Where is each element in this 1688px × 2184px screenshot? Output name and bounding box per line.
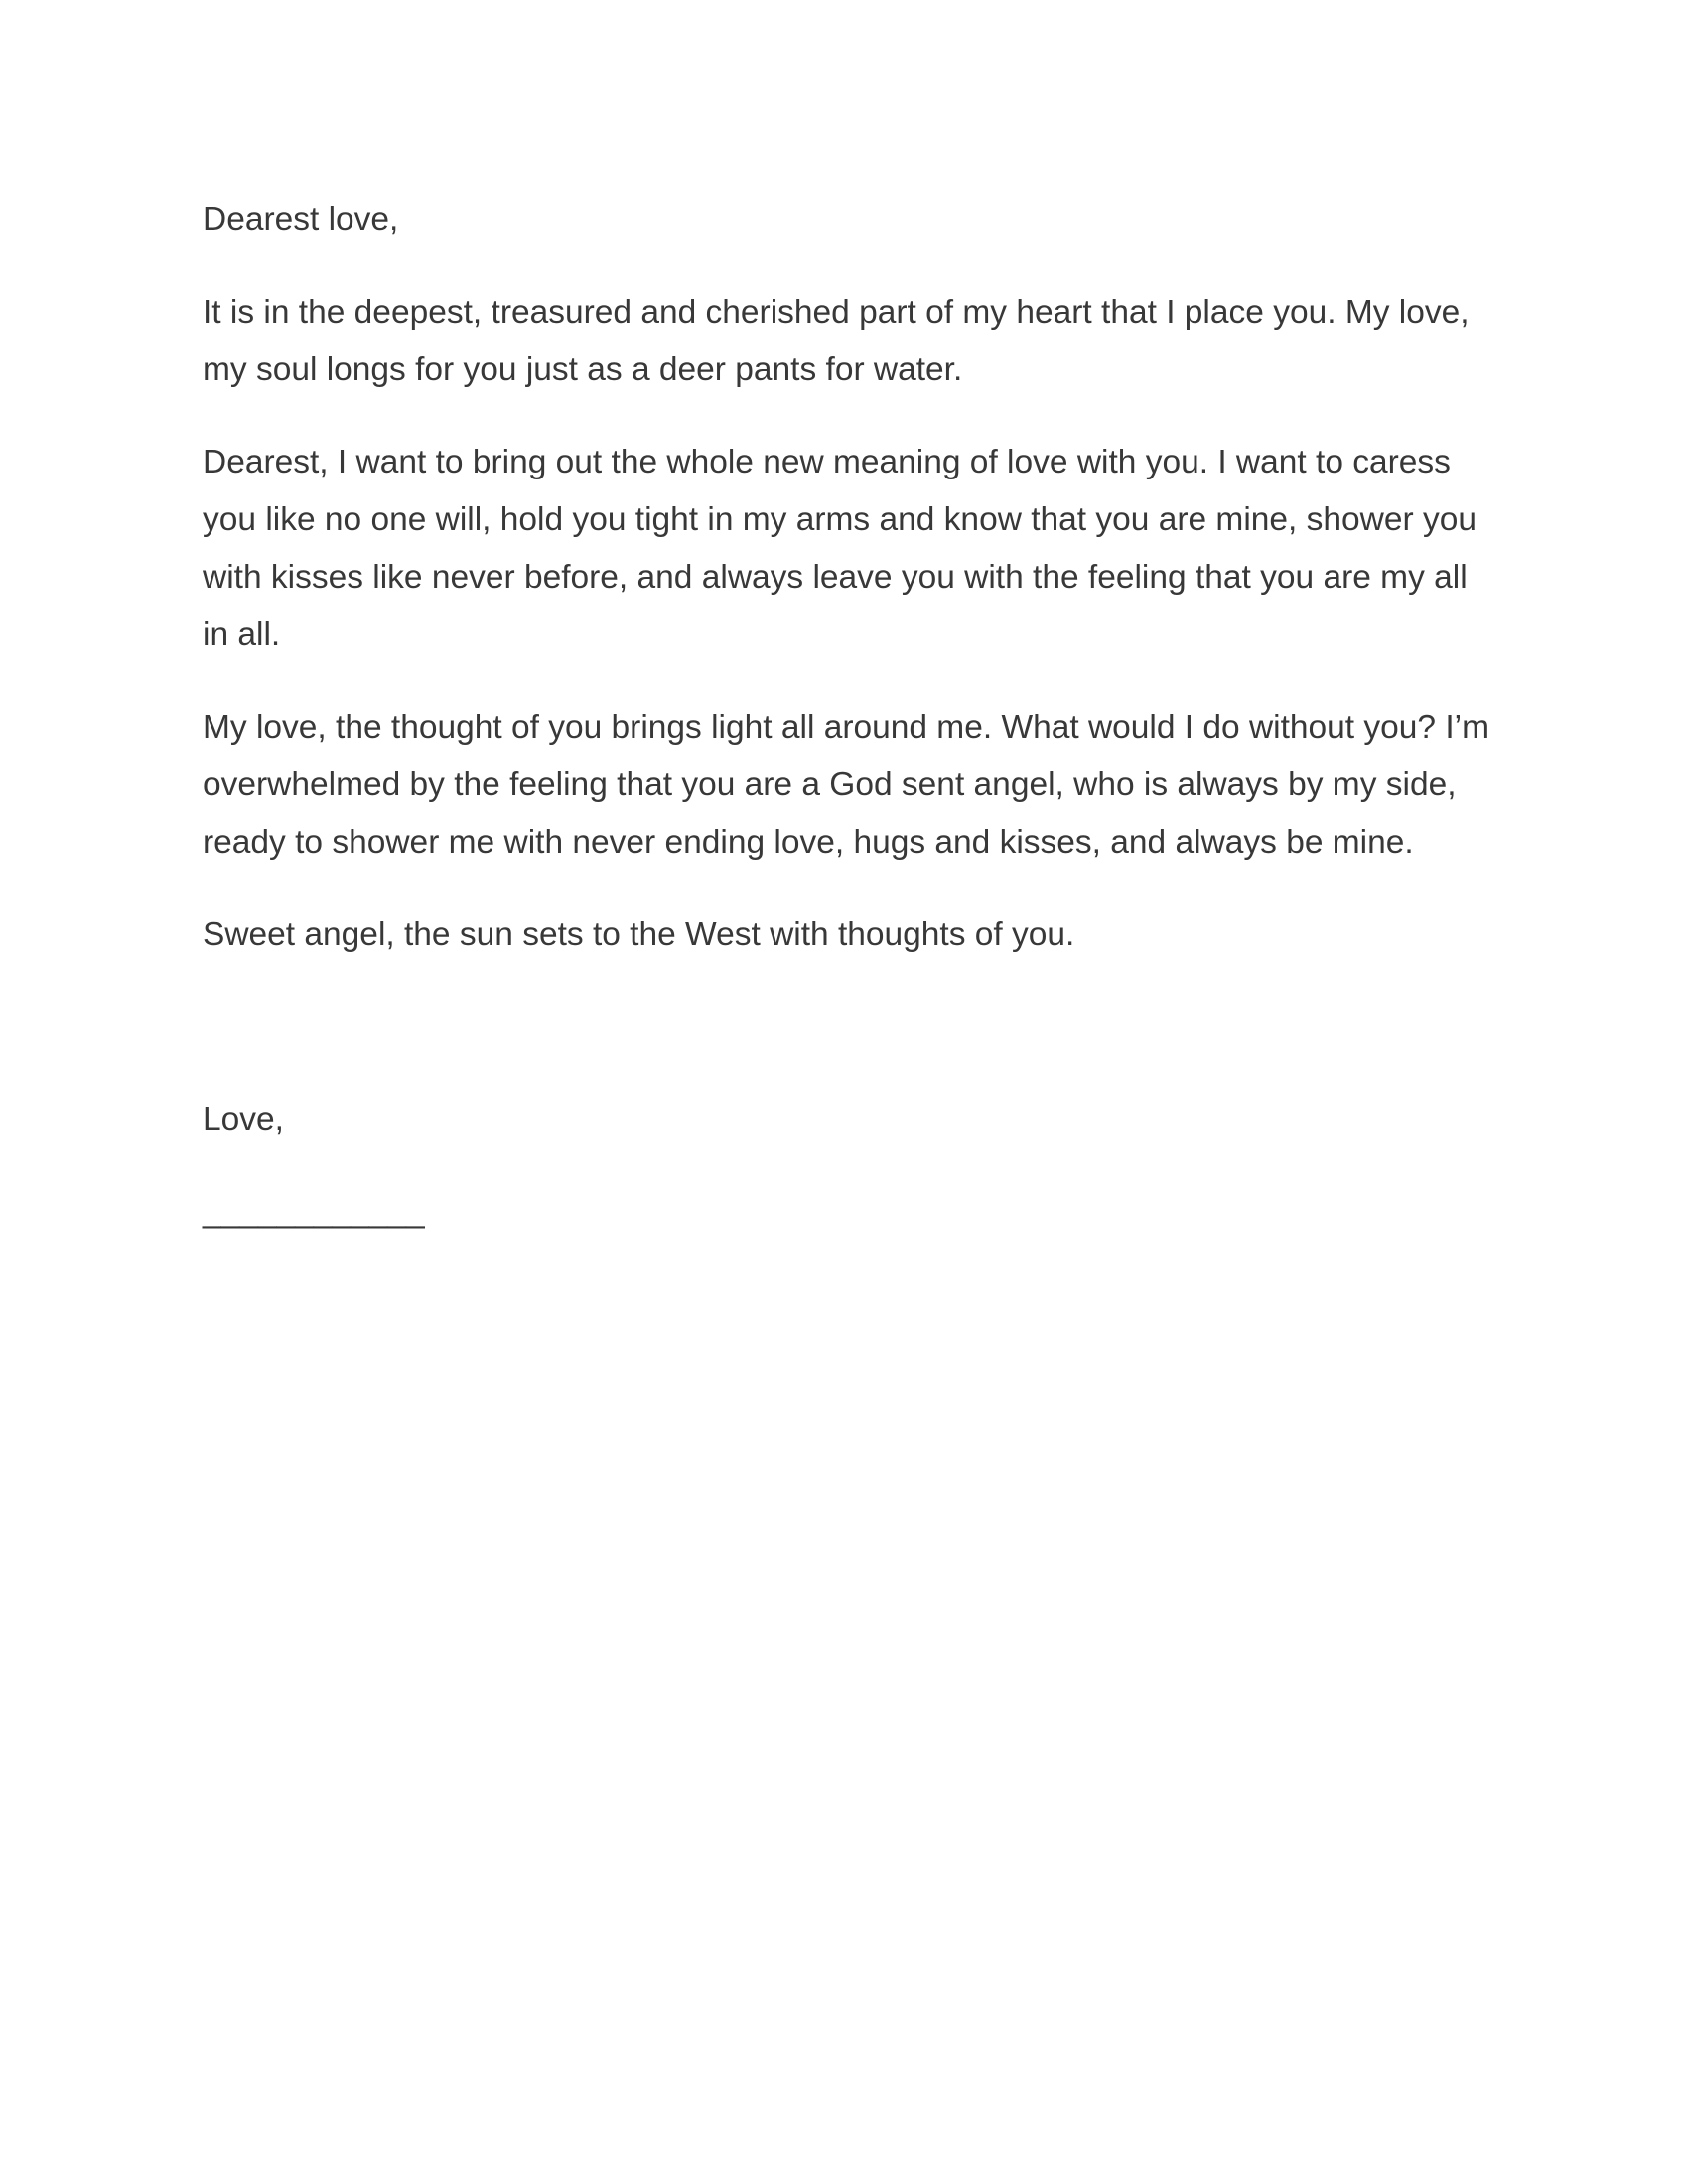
salutation: Dearest love, <box>203 202 399 238</box>
signature-blank-line: ____________ <box>203 1193 425 1230</box>
blank-line <box>203 999 1493 1056</box>
paragraph-4: Sweet angel, the sun sets to the West with thoughts of you. <box>203 916 1075 953</box>
paragraph-1: It is in the deepest, treasured and cherished part of my heart that I place you. My love, my soul longs for you just as a deer pants for water. <box>203 294 1470 388</box>
paragraph-3: My love, the thought of you brings light all around me. What would I do without you? I’m overwhelmed by the feeling that you are a God sent angel, who is always by my side, ready to shower me with never ending love, hugs and kisses, and always be mine. <box>203 709 1490 861</box>
paragraph-2: Dearest, I want to bring out the whole new meaning of love with you. I want to caress you like no one will, hold you tight in my arms and know that you are mine, shower you with kisses like never before, and always leave you with the feeling that you are my all in all. <box>203 444 1477 653</box>
letter-body <box>203 192 1493 1241</box>
closing: Love, <box>203 1101 284 1138</box>
